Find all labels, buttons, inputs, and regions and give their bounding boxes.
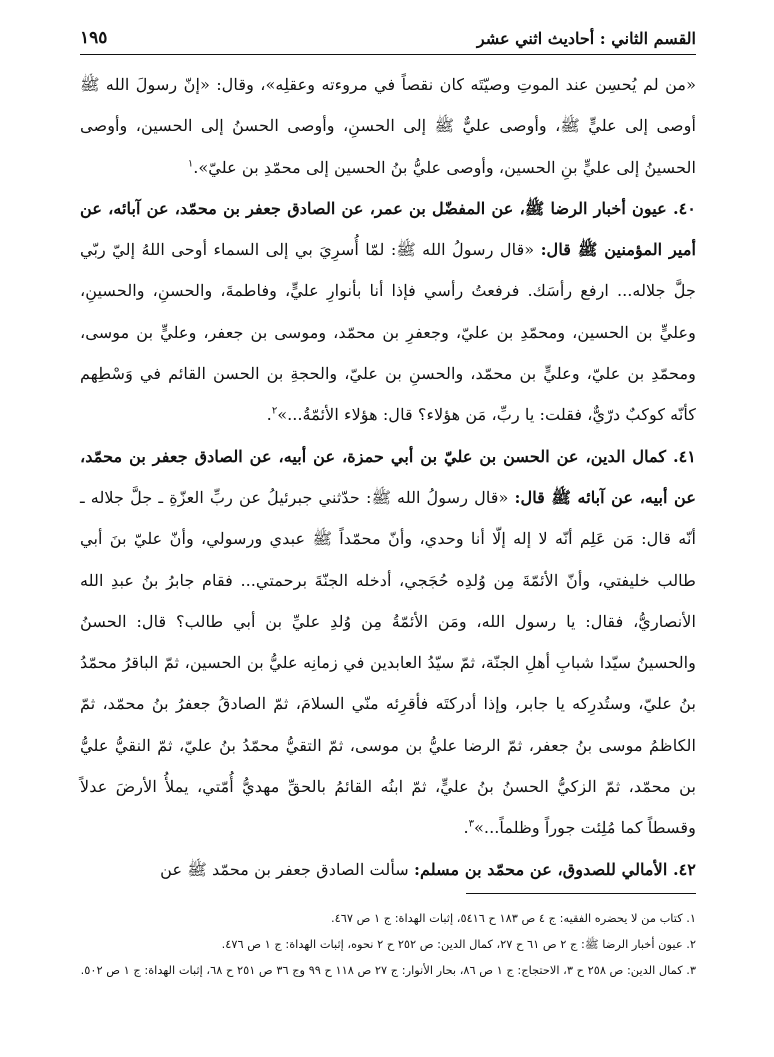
footnote-reference: ٢ [271,405,278,417]
page-number: ١٩٥ [80,28,108,48]
hadith-heading: ٤١. كمال الدين، عن الحسن بن عليّ بن أبي حمزة، عن أبيه، عن الصادق جعفر بن محمّد، عن أبيه، عن آبائه ﷺ قال: [80,446,696,507]
hadith-text: «قال رسولُ الله ﷺ: لمّا أُسرِيَ بي إلى السماء أوحى اللهُ إليّ ربّي جلَّ جلاله... ارفع رأسَك. فرفعتُ رأسي فإذا أنا بأنوارِ عليٍّ، وفاطمةَ، والحسنِ، والحسينِ، وعليٍّ بن الحسين، ومحمّدِ بن عليّ، وجعفرِ بن محمّد، وموسى بن جعفر، وعليٍّ بن موسى، ومحمّدِ بن عليّ، وعليٍّ بن محمّد، والحسنِ بن عليّ، والحجةِ بن الحسن القائم في وَسْطِهم كأنّه كوكبٌ درّيٌّ، فقلت: يا ربِّ، مَن هؤلاء؟ قال: هؤلاء الأئمّةُ...» [80,240,696,425]
footnotes [80,905,696,983]
hadith-heading: ٤٢. الأمالي للصدوق، عن محمّد بن مسلم: [413,859,696,879]
hadith-heading: ٤٠. عيون أخبار الرضا ﷺ، عن المفضّل بن عمر، عن الصادق جعفر بن محمّد، عن آبائه، عن أمير المؤمنين ﷺ قال: [80,198,696,260]
hadith-text: سألت الصادق جعفر بن محمّد ﷺ عن [160,859,414,879]
hadith-41: ٤١. كمال الدين، عن الحسن بن عليّ بن أبي حمزة، عن أبيه، عن الصادق جعفر بن محمّد، عن أبيه، عن آبائه ﷺ قال: «قال رسولُ الله ﷺ: حدّثني جبرئيلُ عن ربِّ العزّةِ ـ جلَّ جلاله ـ أنّه قال: مَن عَلِم أنّه لا إله إلّا أنا وحدي، وأنّ محمّداً ﷺ عبدي ورسولي، وأنّ عليّ بنَ أبي طالب خليفتي، وأنّ الأئمّةَ مِن وُلدِه حُجَجي، أدخله الجنّةَ برحمتي... فقام جابرُ بنُ عبدِ الله الأنصاريُّ، فقال: يا رسول الله، ومَن الأئمّةُ مِن وُلدِ عليِّ بن أبي طالب؟ قال: الحسنُ والحسينُ سيّدا شبابِ أهلِ الجنّة، ثمّ سيّدُ العابدين في زمانِه عليُّ بن الحسين، ثمّ الباقرُ محمّدُ بنُ عليّ، وستُدرِكه يا جابر، وإذا أدركتَه فأقرِئه منّي السلامَ، ثمّ الصادقُ جعفرُ بنُ محمّد، ثمّ الكاظمُ موسى بنُ جعفر، ثمّ الرضا عليُّ بن موسى، ثمّ التقيُّ محمّدُ بنُ عليّ، ثمّ النقيُّ عليُّ بن محمّد، ثمّ الزكيُّ الحسنُ بنُ عليٍّ، ثمّ ابنُه القائمُ بالحقِّ مهديُّ أُمّتي، يملأُ الأرضَ عدلاً وقسطاً كما مُلِئت جوراً وظلماً...»$^٣$. [80,446,696,838]
paragraph-continuation [80,64,696,188]
main-text [80,64,696,890]
footnote-2: ٢. عيون أخبار الرضا ﷺ: ج ٢ ص ٦١ ح ٢٧، كمال الدين: ص ٢٥٢ ح ٢ نحوه، إثبات الهداة: ج ١ ص ٤٧٦. [221,937,696,951]
running-header [80,18,696,48]
hadith-text: «قال رسولُ الله ﷺ: حدّثني جبرئيلُ عن ربِّ العزّةِ ـ جلَّ جلاله ـ أنّه قال: مَن عَلِم أنّه لا إله إلّا أنا وحدي، وأنّ محمّداً ﷺ عبدي ورسولي، وأنّ عليّ بنَ أبي طالب خليفتي، وأنّ الأئمّةَ مِن وُلدِه حُجَجي، أدخله الجنّةَ برحمتي... فقام جابرُ بنُ عبدِ الله الأنصاريُّ، فقال: يا رسول الله، ومَن الأئمّةُ مِن وُلدِ عليِّ بن أبي طالب؟ قال: الحسنُ والحسينُ سيّدا شبابِ أهلِ الجنّة، ثمّ سيّدُ العابدين في زمانِه عليُّ بن الحسين، ثمّ الباقرُ محمّدُ بنُ عليّ، وستُدرِكه يا جابر، وإذا أدركتَه فأقرِئه منّي السلامَ، ثمّ الصادقُ جعفرُ بنُ محمّد، ثمّ الكاظمُ موسى بنُ جعفر، ثمّ الرضا عليُّ بن موسى، ثمّ التقيُّ محمّدُ بنُ عليّ، ثمّ النقيُّ عليُّ بن محمّد، ثمّ الزكيُّ الحسنُ بنُ عليٍّ، ثمّ ابنُه القائمُ بالحقِّ مهديُّ أُمّتي، يملأُ الأرضَ عدلاً وقسطاً كما مُلِئت جوراً وظلماً...» [80,487,696,838]
hadith-42 [80,849,696,890]
footnote-1: ١. كتاب من لا يحضره الفقيه: ج ٤ ص ١٨٣ ح ٥٤١٦، إثبات الهداة: ج ١ ص ٤٦٧. [330,911,696,925]
footnote-reference: ١ [187,158,194,170]
paragraph-text: «من لم يُحسِن عند الموتِ وصيّتَه كان نقصاً في مروءته وعقلِه»، وقال: «إنّ رسولَ الله ﷺ أوصى إلى عليٍّ ﷺ، وأوصى عليٌّ ﷺ إلى الحسنِ، وأوصى الحسنُ إلى الحسين، وأوصى الحسينُ إلى عليٍّ بنِ الحسين، وأوصى عليُّ بنُ الحسين إلى محمّدِ بن عليّ». [80,75,696,177]
footnote-reference: ٣ [468,818,475,830]
footnote-3: ٣. كمال الدين: ص ٢٥٨ ح ٣، الاحتجاج: ج ١ ص ٨٦، بحار الأنوار: ج ٢٧ ص ١١٨ ح ٩٩ وج ٣٦ ص ٢٥١ ح ٦٨، إثبات الهداة: ج ١ ص ٥٠٢. [80,963,696,977]
header-rule [80,54,696,55]
header-title: القسم الثاني : أحاديث اثني عشر [476,29,696,48]
footnote-rule [466,893,696,894]
hadith-40: ٤٠. عيون أخبار الرضا ﷺ، عن المفضّل بن عمر، عن الصادق جعفر بن محمّد، عن آبائه، عن أمير المؤمنين ﷺ قال: «قال رسولُ الله ﷺ: لمّا أُسرِيَ بي إلى السماء أوحى اللهُ إليّ ربّي جلَّ جلاله... ارفع رأسَك. فرفعتُ رأسي فإذا أنا بأنوارِ عليٍّ، وفاطمةَ، والحسنِ، والحسينِ، وعليٍّ بن الحسين، ومحمّدِ بن عليّ، وجعفرِ بن محمّد، وموسى بن جعفر، وعليٍّ بن موسى، ومحمّدِ بن عليّ، وعليٍّ بن محمّد، والحسنِ بن عليّ، والحجةِ بن الحسن القائم في وَسْطِهم كأنّه كوكبٌ درّيٌّ، فقلت: يا ربِّ، مَن هؤلاء؟ قال: هؤلاء الأئمّةُ...»$^٢$. [80,198,696,425]
